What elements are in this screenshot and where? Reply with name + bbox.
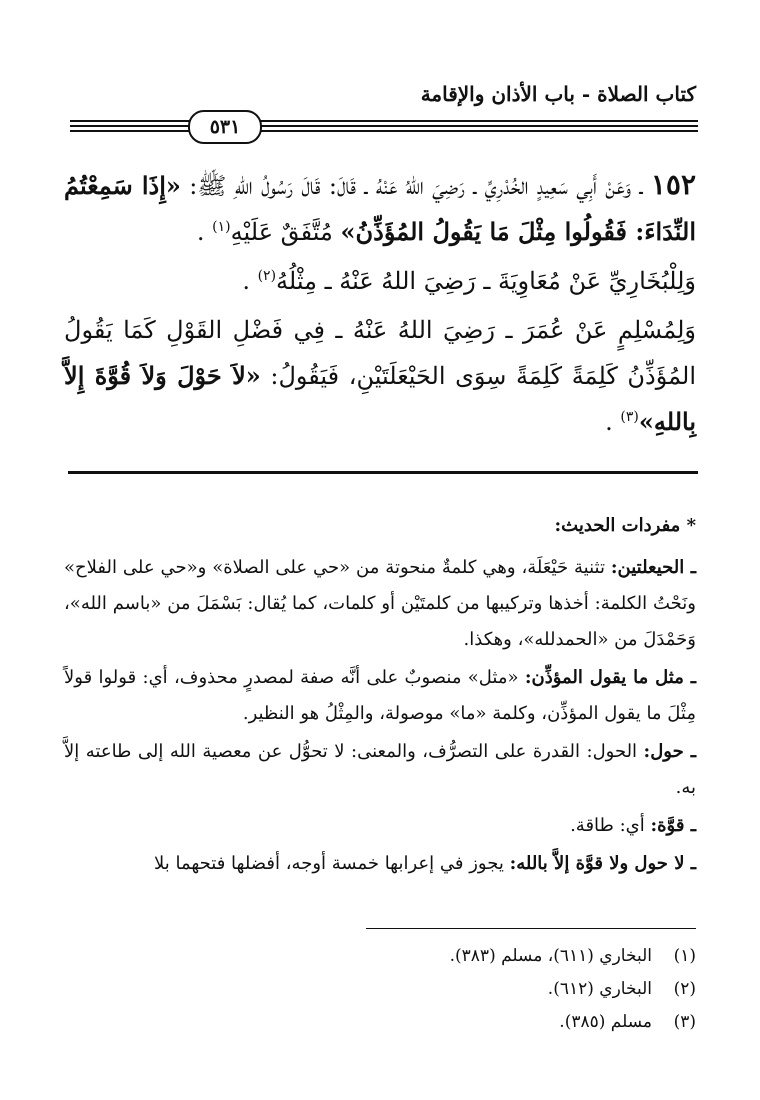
vocab-term: ـ قوَّة: (650, 815, 696, 836)
hadith-paragraph-1 (64, 162, 696, 255)
rule-line (70, 130, 698, 132)
vocab-definition: «مثل» منصوبٌ على أنَّه صفة لمصدرٍ محذوف، أي: قولوا قولاً مِثْلَ ما يقول المؤذِّن، وكلمة «ما» موصولة، والمِثْلُ هو النظير. (64, 667, 696, 724)
hawqala-quote: «لاَ حَوْلَ وَلاَ قُوَّةَ إِلاَّ بِاللهِ» (64, 361, 696, 436)
vocab-item (64, 846, 696, 882)
vocabulary-heading: * مفردات الحديث: (554, 515, 696, 536)
punctuation: . (196, 218, 213, 246)
footnote-text: البخاري (٦١١)، مسلم (٣٨٣). (449, 946, 652, 966)
hadith-number: ١٥٢ (650, 168, 697, 201)
vocab-term: ـ الحيعلتين: (610, 557, 696, 578)
footnote-3 (64, 1006, 696, 1039)
page-number: ٥٣١ (188, 110, 262, 144)
muslim-narration: وَلِمُسْلِمٍ عَنْ عُمَرَ ـ رَضِيَ اللهُ عَنْهُ ـ فِي فَضْلِ القَوْلِ كَمَا يَقُولُ المُؤَذِّنُ كَلِمَةً كَلِمَةً سِوَى الحَيْعَلَتَيْنِ، فَيَقُولُ: (64, 316, 696, 390)
footnote-text: مسلم (٣٨٥). (559, 1012, 652, 1032)
vocab-definition: الحول: القدرة على التصرُّف، والمعنى: لا تحوُّل عن معصية الله إلى طاعته إلاَّ به. (64, 741, 696, 798)
hadith-paragraph-2 (64, 259, 696, 304)
footnote-ref-1[interactable]: (١) (212, 219, 231, 235)
running-title: كتاب الصلاة - باب الأذان والإقامة (420, 82, 696, 106)
vocab-definition: تثنية حَيْعَلَة، وهي كلمةٌ منحوتة من «حي على الصلاة» و«حي على الفلاح» ونَحْتُ الكلمة: أخذها وتركيبها من كلمتَيْن أو كلمات، كما يُقال: بَسْمَلَ من «باسم الله»، وَحَمْدَلَ من «الحمدلله»، وهكذا. (64, 557, 696, 650)
vocab-item (64, 550, 696, 658)
header-rule (70, 110, 698, 142)
vocab-definition: أي: طاقة. (570, 815, 651, 836)
hadith-paragraph-3 (64, 308, 696, 445)
section-divider (68, 471, 698, 474)
vocab-item (64, 808, 696, 844)
vocab-term: ـ حول: (643, 741, 696, 762)
footnote-1 (64, 940, 696, 973)
vocab-term: ـ لا حول ولا قوَّة إلاَّ بالله: (509, 853, 696, 874)
rule-line (70, 125, 698, 127)
footnotes (64, 940, 696, 1039)
punctuation: . (242, 267, 258, 295)
agreed-upon: مُتَّفَقٌ عَلَيْهِ (230, 218, 341, 246)
vocab-item (64, 660, 696, 732)
footnote-separator (366, 928, 696, 929)
hadith-quote: «إِذَا سَمِعْتُمُ النِّدَاءَ: فَقُولُوا مِثْلَ مَا يَقُولُ المُؤَذِّنُ» (64, 171, 696, 246)
vocab-definition: يجوز في إعرابها خمسة أوجه، أفضلها فتحهما بلا (154, 853, 510, 874)
vocab-term: ـ مثل ما يقول المؤذِّن: (524, 667, 696, 688)
hadith-narration: ـ وَعَنْ أَبِي سَعِيدٍ الخُدْرِيِّ ـ رَضِيَ اللهُ عَنْهُ ـ قَالَ: قَالَ رَسُولُ اللهِ ﷺ: (180, 172, 651, 200)
footnote-ref-2[interactable]: (٢) (257, 268, 277, 284)
footnote-text: البخاري (٦١٢). (547, 979, 652, 999)
footnote-mark: (١) (673, 946, 696, 966)
footnote-ref-3[interactable]: (٣) (620, 409, 639, 425)
hadith-text (64, 162, 696, 449)
footnote-mark: (٢) (673, 979, 696, 999)
rule-line (70, 120, 698, 122)
footnote-2 (64, 973, 696, 1006)
footnote-mark: (٣) (673, 1012, 696, 1032)
vocab-item (64, 734, 696, 806)
bukhari-narration: وَلِلْبُخَارِيِّ عَنْ مُعَاوِيَةَ ـ رَضِيَ اللهُ عَنْهُ ـ مِثْلُهُ (276, 267, 696, 295)
punctuation: . (605, 408, 621, 436)
vocabulary-section (64, 508, 696, 884)
